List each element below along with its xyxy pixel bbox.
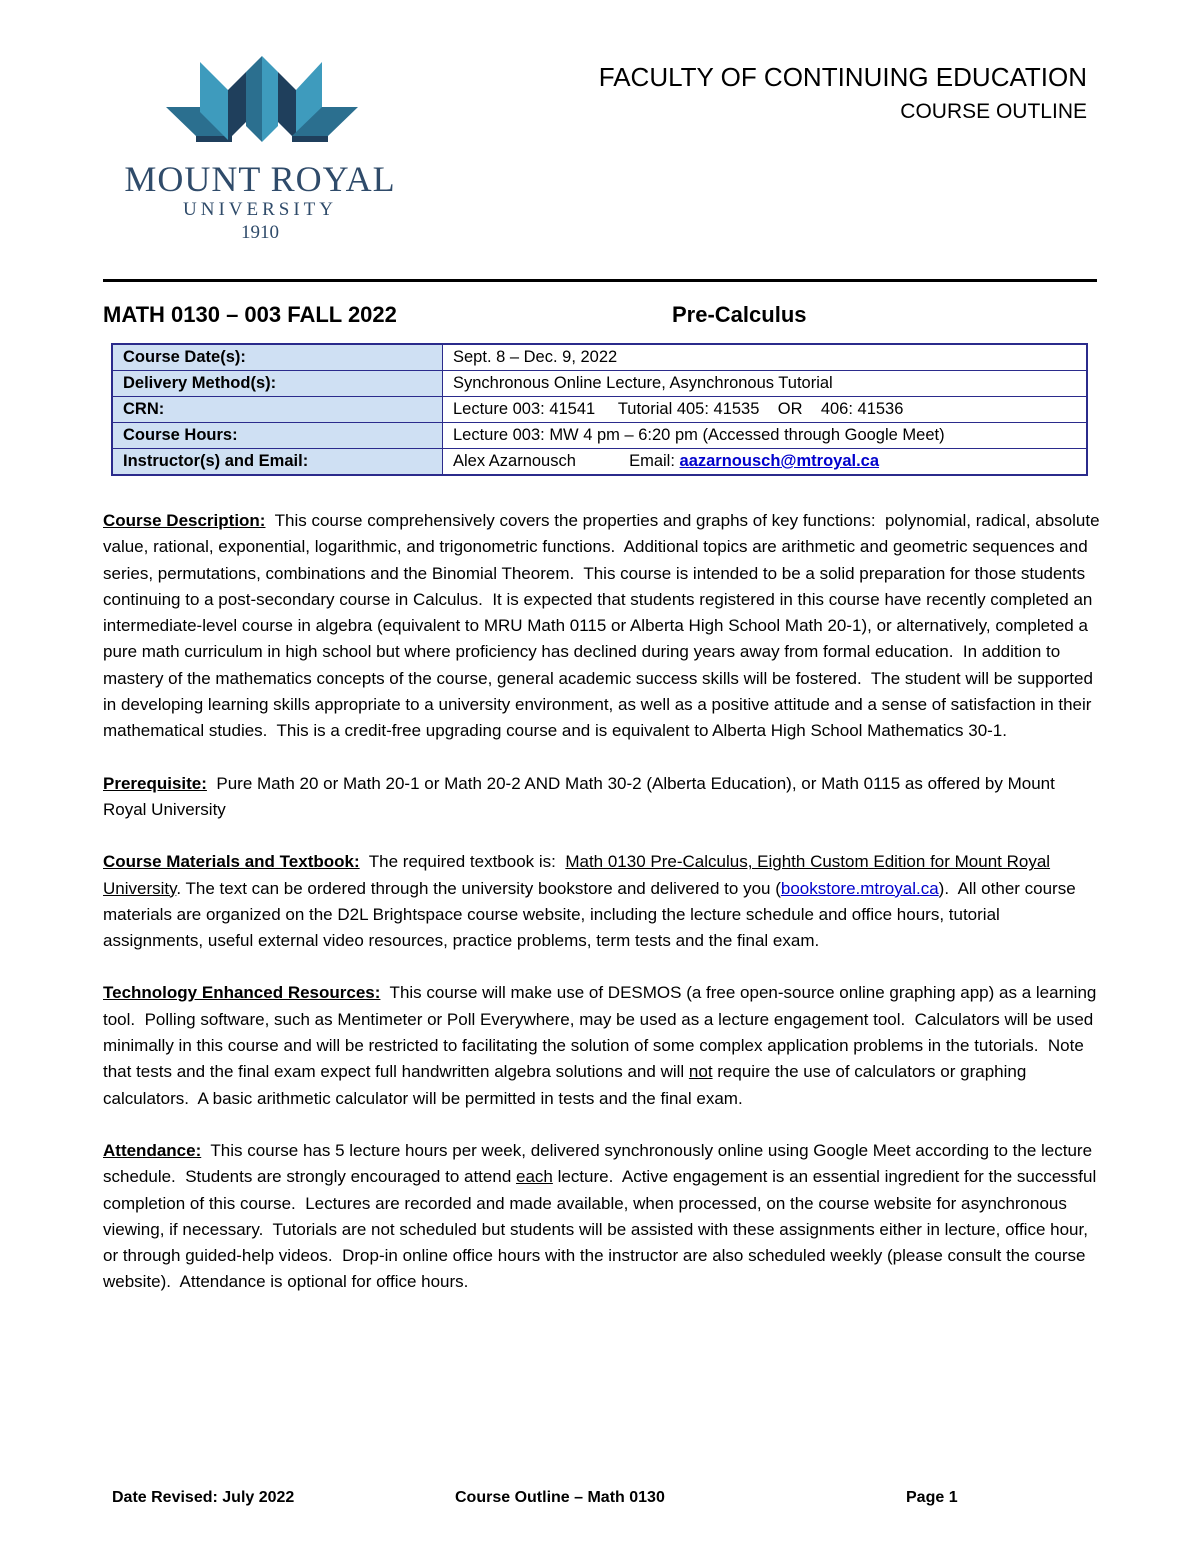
logo-leaf-center-right: [262, 56, 278, 142]
table-row: [112, 423, 1087, 449]
logo-name-line1: MOUNT ROYAL: [124, 159, 396, 199]
row-label: Course Date(s):: [112, 344, 443, 371]
instructor-email-link[interactable]: aazarnousch@mtroyal.ca: [679, 452, 880, 470]
faculty-title: FACULTY OF CONTINUING EDUCATION: [598, 62, 1087, 92]
instructor-name: Alex Azarnousch: [453, 452, 576, 470]
section-text: . The text can be ordered through the university bookstore and delivered to you (: [176, 878, 781, 898]
row-label: Delivery Method(s):: [112, 371, 443, 397]
section-text: The required textbook is:: [359, 852, 566, 872]
section-text: require the use of calculators or graphing calculators. A basic arithmetic calculator will be permitted in tests and the final exam.: [103, 1062, 1032, 1108]
section-materials: [103, 849, 1103, 954]
section-text: This course has 5 lecture hours per week, delivered synchronously online using Google Meet according to the lecture schedule. Students are strongly encouraged to attend: [103, 1140, 1097, 1187]
section-text: This course will make use of DESMOS (a free open-source online graphing app) as a learning tool. Polling software, such as Mentimeter or Poll Everywhere, may be used as a lecture engagement tool. Calculators will be used minimally in this course and will be restricted to facilitating the solution of some complex application problems in the tutorials. Note that tests and the final exam expect full handwritten algebra solutions and will: [103, 983, 1102, 1082]
section-text: Pure Math 20 or Math 20-1 or Math 20-2 AND Math 30-2 (Alberta Education), or Math 0115 as offered by Mount Royal University: [103, 773, 1060, 819]
section-text: This course comprehensively covers the properties and graphs of key functions: polynomial, radical, absolute value, rational, exponential, logarithmic, and trigonometric functions. Additional topics are arithmetic and geometric sequences and series, permutations, combinations and the Binomial Theorem. This course is intended to be a solid preparation for those students continuing to a post-secondary course in Calculus. It is expected that students registered in this course have recently completed an intermediate-level course in algebra (equivalent to MRU Math 0115 or Alberta High School Math 20-1), or alternatively, completed a pure math curriculum in high school but where proficiency has declined during years away from formal education. In addition to mastery of the mathematics concepts of the course, general academic success skills will be fostered. The student will be supported in developing learning skills appropriate to a university environment, as well as a positive attitude and a sense of satisfaction in their mathematical studies. This is a credit-free upgrading course and is equivalent to Alberta High School Mathematics 30-1.: [103, 511, 1105, 741]
document-type: COURSE OUTLINE: [900, 100, 1087, 123]
row-value: [443, 397, 1088, 423]
table-row: [112, 371, 1087, 397]
course-info-table: [111, 343, 1088, 476]
row-label: CRN:: [112, 397, 443, 423]
footer-date-revised: Date Revised: July 2022: [112, 1489, 295, 1506]
footer-course-outline: Course Outline – Math 0130: [455, 1489, 665, 1506]
logo-year: 1910: [241, 222, 279, 243]
section-heading: Course Description:: [103, 511, 266, 530]
textbook-title: Math 0130 Pre-Calculus, Eighth Custom Edition for Mount Royal University: [103, 852, 1051, 898]
outline-body: [103, 508, 1103, 1322]
course-title: Pre-Calculus: [672, 302, 807, 327]
email-label: Email:: [629, 452, 675, 470]
bookstore-link[interactable]: bookstore.mtroyal.ca: [780, 878, 939, 898]
section-heading: Prerequisite:: [103, 773, 207, 793]
section-heading: Course Materials and Textbook:: [103, 852, 360, 872]
section-attendance: [103, 1138, 1103, 1296]
logo-leaf-right-outer-shadow: [292, 136, 328, 142]
emphasis-each: each: [516, 1167, 553, 1187]
section-course-description: [103, 508, 1103, 745]
row-label: Course Hours:: [112, 423, 443, 449]
row-value: Sept. 8 – Dec. 9, 2022: [443, 344, 1088, 371]
section-text: lecture. Active engagement is an essential ingredient for the successful completion of this course. Lectures are recorded and made available, when processed, on the course website for asynchronous viewing, if necessary. Tutorials are not scheduled but students will be assisted with these assignments either in lecture, office hour, or through guided-help videos. Drop-in online office hours with the instructor are also scheduled weekly (please consult the course website). Attendance is optional for office hours.: [103, 1167, 1101, 1292]
logo-leaf-right-inner-dark: [278, 72, 296, 140]
logo-name-line2: UNIVERSITY: [183, 199, 337, 220]
section-heading: Attendance:: [103, 1140, 202, 1160]
row-value: Lecture 003: MW 4 pm – 6:20 pm (Accessed through Google Meet): [443, 423, 1088, 449]
section-text: ). All other course materials are organized on the D2L Brightspace course website, including the lecture schedule and office hours, tutorial assignments, useful external video resources, practice problems, term tests and the final exam.: [103, 878, 1081, 951]
course-code: MATH 0130 – 003 FALL 2022: [103, 302, 397, 327]
emphasis-not: not: [688, 1062, 713, 1082]
footer-page-number: Page 1: [906, 1489, 958, 1506]
section-prerequisite: [103, 771, 1103, 824]
row-label: Instructor(s) and Email:: [112, 449, 443, 476]
logo-leaf-center-left: [246, 56, 262, 142]
row-value: Synchronous Online Lecture, Asynchronous Tutorial: [443, 371, 1088, 397]
table-row: [112, 449, 1087, 476]
header-divider: [103, 279, 1097, 282]
crn-value: Lecture 003: 41541 Tutorial 405: 41535 OR 406: 41536: [453, 400, 904, 418]
instructor-value: [443, 449, 1088, 476]
table-row: [112, 397, 1087, 423]
section-technology: [103, 980, 1103, 1111]
logo-leaf-left-inner-dark: [228, 72, 246, 140]
section-heading: Technology Enhanced Resources:: [103, 983, 381, 1003]
table-row: [112, 344, 1087, 371]
